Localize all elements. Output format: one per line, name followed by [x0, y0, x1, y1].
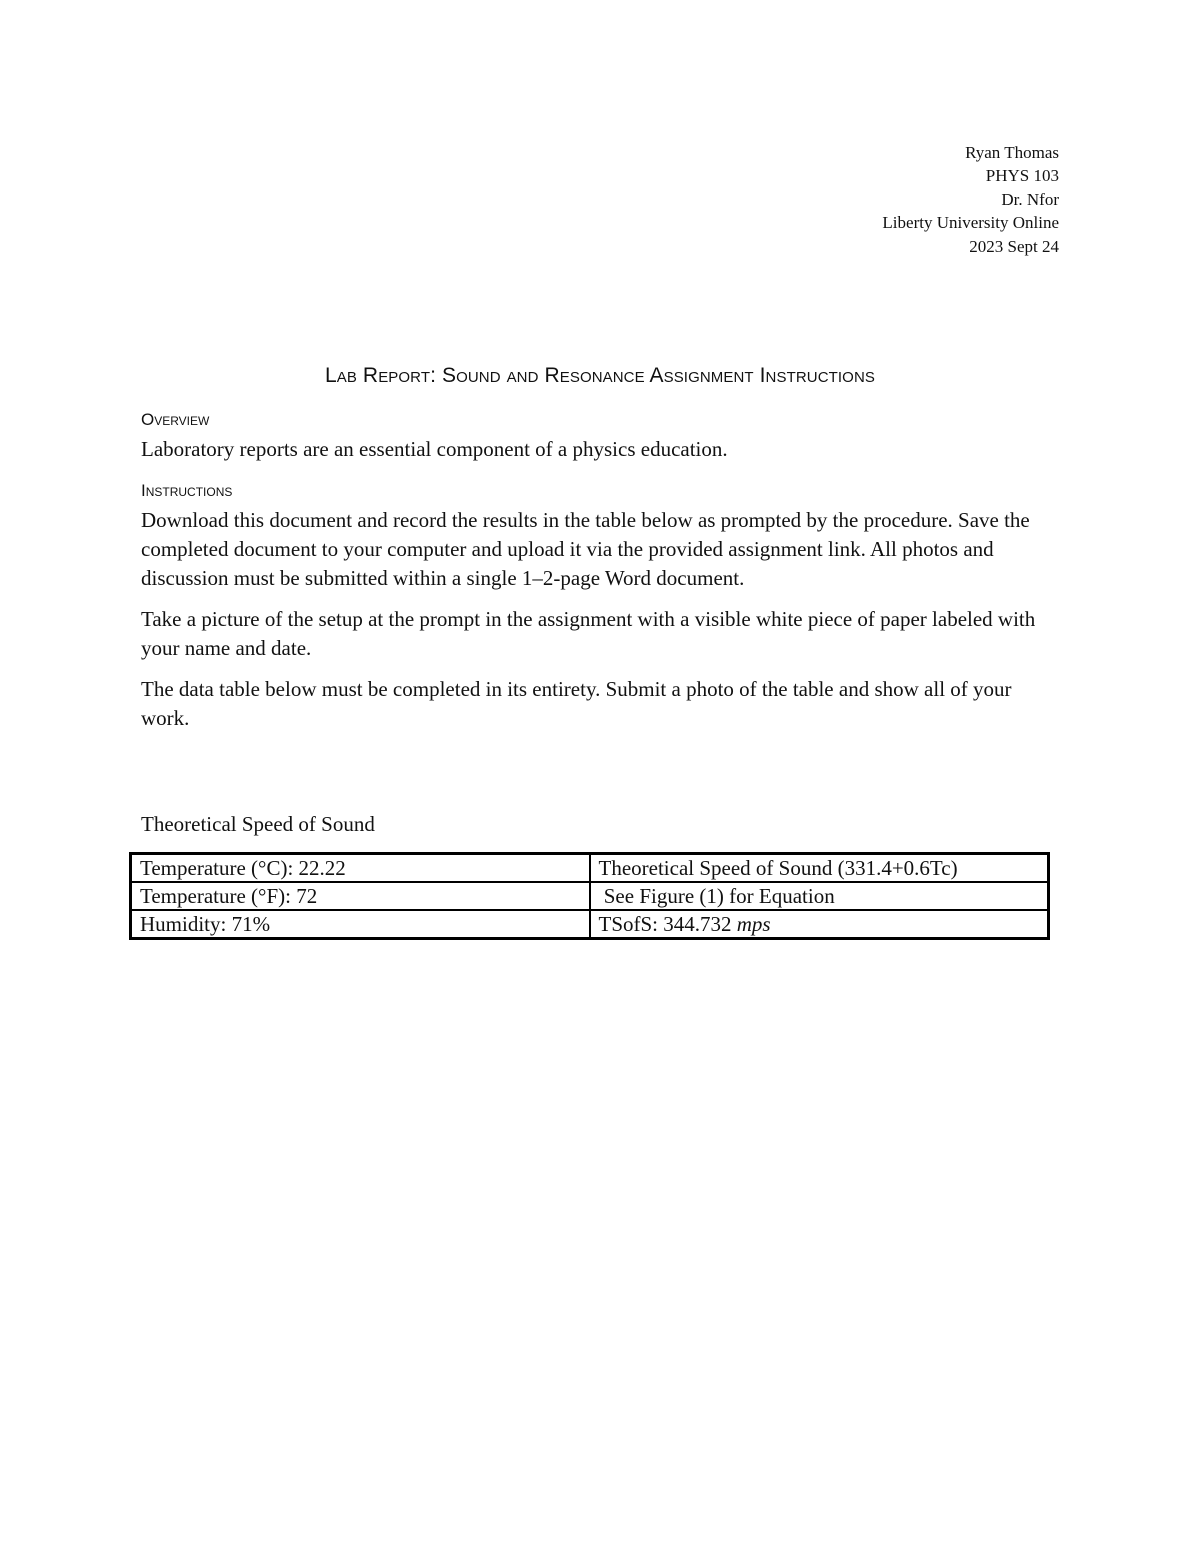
- instructions-paragraph-2: Take a picture of the setup at the prompt in the assignment with a visible white piece of paper labeled with your name and date.: [141, 607, 1036, 660]
- course-code: PHYS 103: [985, 166, 1059, 186]
- instructions-paragraph-1: Download this document and record the results in the table below as prompted by the procedure. Save the completed document to your computer and upload it via the provided assignment link. All photos and discussion must be submitted within a single 1–2-page Word document.: [141, 508, 1030, 590]
- document-title: Lab Report: Sound and Resonance Assignment Instructions: [325, 364, 875, 388]
- tsofs-unit: mps: [736, 912, 771, 936]
- table-row: [131, 882, 1049, 910]
- author-header: [882, 141, 1059, 258]
- institution-name: Liberty University Online: [882, 213, 1059, 233]
- table-caption: Theoretical Speed of Sound: [141, 812, 375, 836]
- tsofs-value: TSofS: 344.732: [598, 912, 737, 936]
- table-cell: Humidity: 71%: [131, 910, 590, 939]
- instructor-name: Dr. Nfor: [1001, 189, 1059, 209]
- table-cell: [590, 910, 1049, 939]
- table-cell: Temperature (°F): 72: [131, 882, 590, 910]
- instructions-paragraph-3: The data table below must be completed in its entirety. Submit a photo of the table and show all of your work.: [141, 677, 1012, 730]
- instructions-heading: Instructions: [141, 481, 233, 500]
- document-body: [141, 405, 1061, 745]
- data-table: [129, 852, 1050, 940]
- overview-text: Laboratory reports are an essential component of a physics education.: [141, 437, 728, 461]
- author-name: Ryan Thomas: [965, 143, 1059, 162]
- table-row: [131, 854, 1049, 883]
- table-cell: See Figure (1) for Equation: [590, 882, 1049, 910]
- report-date: 2023 Sept 24: [969, 236, 1059, 256]
- table-row: [131, 910, 1049, 939]
- table-cell: Theoretical Speed of Sound (331.4+0.6Tc): [590, 854, 1049, 883]
- table-cell: Temperature (°C): 22.22: [131, 854, 590, 883]
- overview-heading: Overview: [141, 410, 210, 429]
